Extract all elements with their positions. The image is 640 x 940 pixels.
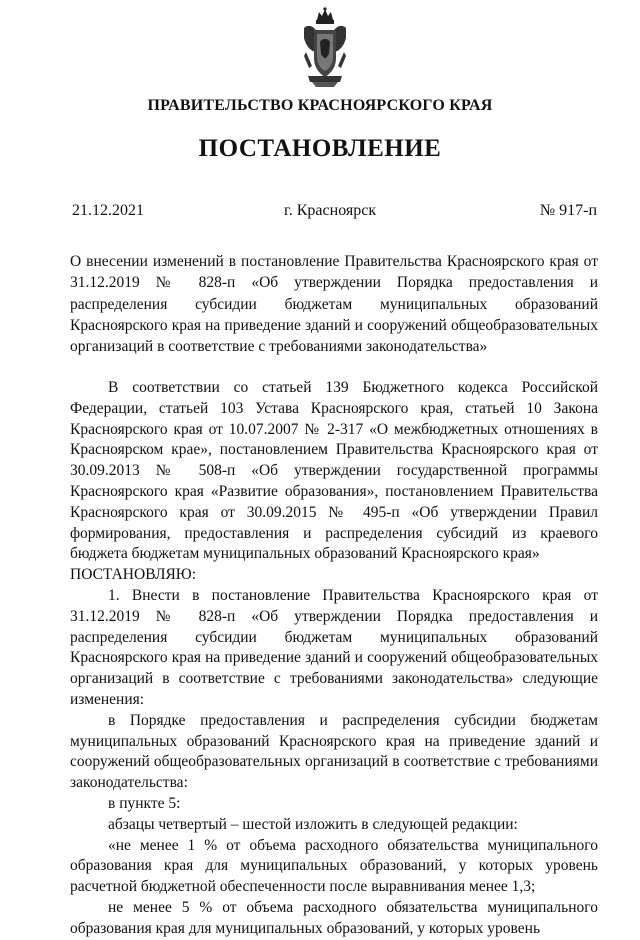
document-number: № 917-п <box>539 202 597 219</box>
document-date: 21.12.2021 <box>72 202 144 219</box>
paragraph-abzacy: абзацы четвертый – шестой изложить в следующей редакции: <box>108 815 518 833</box>
paragraph-quote-1: «не менее 1 % от объема расходного обязательства муниципального образования края для муниципальных образований, у которых уровень расчетной бюджетной обеспеченности после выравнивания менее 1,3; <box>70 836 598 896</box>
paragraph-preamble: В соответствии со статьей 139 Бюджетного кодекса Российской Федерации, статьей 103 Устава Красноярского края, статьей 10 Закона Красноярского края от 10.07.2007 № 2-317 «О межбюджетных отношениях в Красноярском крае», постановлением Правительства Красноярского края от 30.09.2013 № 508-п «Об утверждении государственной программы Красноярского края «Развитие образования», постановлением Правительства Красноярского края от 30.09.2015 № 495-п «Об утверждении Правил формирования, предоставления и распределения субсидий из краевого бюджета бюджетам муниципальных образований Красноярского края» <box>70 379 598 563</box>
paragraph-order: в Порядке предоставления и распределения субсидии бюджетам муниципальных образований Красноярского края на приведение зданий и сооружений общеобразовательных организаций в соответствие с требованиями законодательства: <box>70 711 598 792</box>
paragraph-point-5: в пункте 5: <box>108 794 181 812</box>
document-body <box>70 378 598 940</box>
document-city: г. Красноярск <box>284 202 377 219</box>
paragraph-quote-2: не менее 5 % от объема расходного обязательства муниципального образования края для муниципальных образований, у которых уровень <box>70 898 598 937</box>
paragraph-item-1: 1. Внести в постановление Правительства Красноярского края от 31.12.2019 № 828-п «Об утверждении Порядка предоставления и распределения субсидии бюджетам муниципальных образований Красноярского края на приведение зданий и сооружений общеобразовательных организаций в соответствие с требованиями законодательства» следующие изменения: <box>70 586 598 708</box>
government-title: ПРАВИТЕЛЬСТВО КРАСНОЯРСКОГО КРАЯ <box>147 97 493 114</box>
document-type: ПОСТАНОВЛЕНИЕ <box>198 135 442 162</box>
document-subject: О внесении изменений в постановление Правительства Красноярского края от 31.12.2019 № 828-п «Об утверждении Порядка предоставления и распределения субсидии бюджетам муниципальных образований Красноярского края на приведение зданий и сооружений общеобразовательных организаций в соответствие с требованиями законодательства» <box>70 253 598 356</box>
paragraph-resolve: ПОСТАНОВЛЯЮ: <box>70 566 197 584</box>
coat-of-arms-icon <box>300 6 350 88</box>
document-meta <box>72 202 597 222</box>
